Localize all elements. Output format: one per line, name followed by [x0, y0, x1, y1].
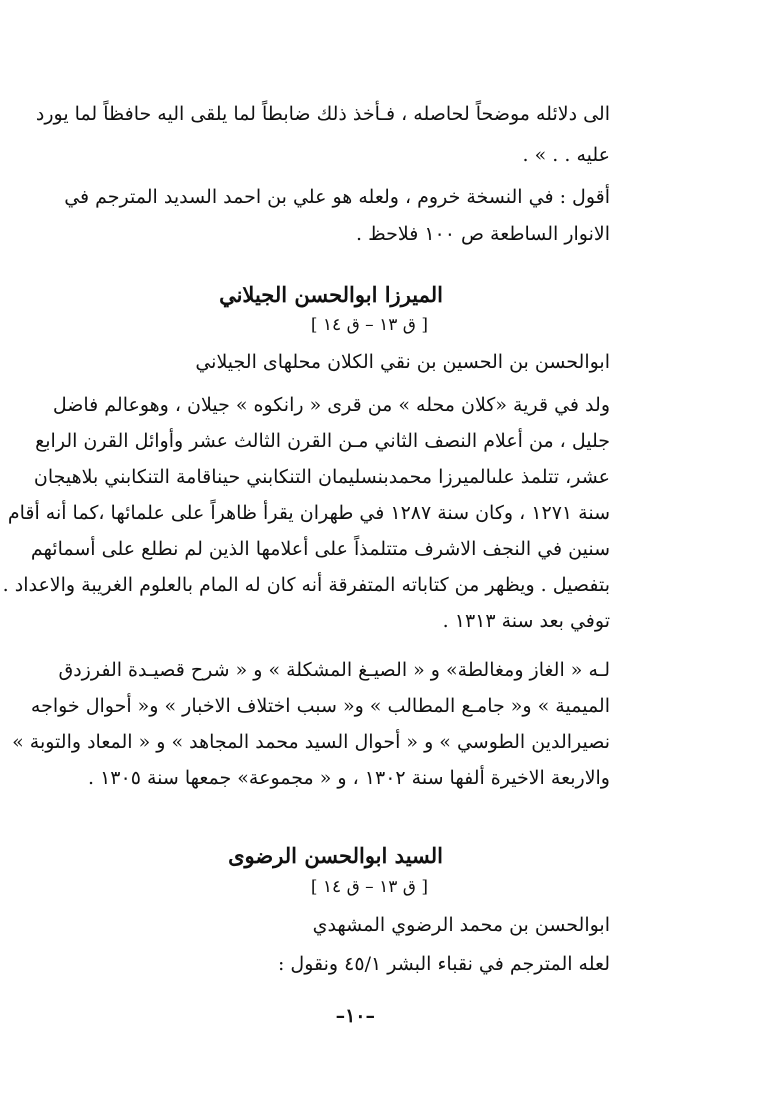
bio-line: جليل ، من أعلام النصف الثاني مـن القرن الثالث عشر وأوائل القرن الرابع	[35, 430, 610, 452]
works-line: نصيرالدين الطوسي » و « أحوال السيد محمد المجاهد » و « المعاد والتوبة »	[12, 731, 610, 753]
works-line: والاربعة الاخيرة ألفها سنة ١٣٠٢ ، و « مجموعة» جمعها سنة ١٣٠٥ .	[87, 767, 610, 789]
bio-line: سنة ١٢٧١ ، وكان سنة ١٢٨٧ في طهران يقرأ ظاهراً على علمائها ،كما أنه أقام	[7, 502, 610, 524]
bio-line: ولد في قرية «كلان محله » من قرى « رانكوه » جيلان ، وهوعالم فاضل	[52, 394, 610, 416]
bio-line: بتفصيل . ويظهر من كتاباته المتفرقة أنه كان له المام بالعلوم الغريبة والاعداد .	[2, 574, 610, 596]
century-range: [ ق ١٣ – ق ١٤ ]	[310, 315, 428, 335]
works-line: الميمية » و« جامـع المطالب » و« سبب اختلاف الاخبار » و« أحوال خواجه	[30, 695, 610, 717]
note-line: أقول : في النسخة خروم ، ولعله هو علي بن احمد السديد المترجم في	[64, 186, 610, 208]
entry-name-line: ابوالحسن بن محمد الرضوي المشهدي	[312, 914, 610, 936]
entry-title: الميرزا ابوالحسن الجيلاني	[219, 282, 443, 307]
works-line: لـه « الغاز ومغالطة» و « الصيـغ المشكلة » و « شرح قصيـدة الفرزدق	[58, 659, 610, 681]
bio-line: توفي بعد سنة ١٣١٣ .	[442, 610, 610, 632]
century-range: [ ق ١٣ – ق ١٤ ]	[310, 877, 428, 897]
reference-line: لعله المترجم في نقباء البشر ٤٥/١ ونقول :	[277, 953, 610, 975]
entry-name-line: ابوالحسن بن الحسين بن نقي الكلان محلهاى الجيلاني	[195, 351, 610, 373]
note-line: الانوار الساطعة ص ١٠٠ فلاحظ .	[356, 223, 610, 245]
paragraph-line: عليه . . » .	[522, 144, 610, 166]
page-number: –١٠–	[335, 1005, 375, 1027]
bio-line: عشر، تتلمذ علىالميرزا محمدبنسليمان التنكابني حيناقامة التنكابني بلاهيجان	[33, 466, 610, 488]
paragraph-line: الى دلائله موضحاً لحاصله ، فـأخذ ذلك ضابطاً لما يلقى اليه حافظاً لما يورد	[35, 103, 610, 125]
bio-line: سنين في النجف الاشرف متتلمذاً على أعلامها الذين لم نطلع على أسمائهم	[30, 538, 610, 560]
entry-title: السيد ابوالحسن الرضوى	[228, 843, 443, 868]
